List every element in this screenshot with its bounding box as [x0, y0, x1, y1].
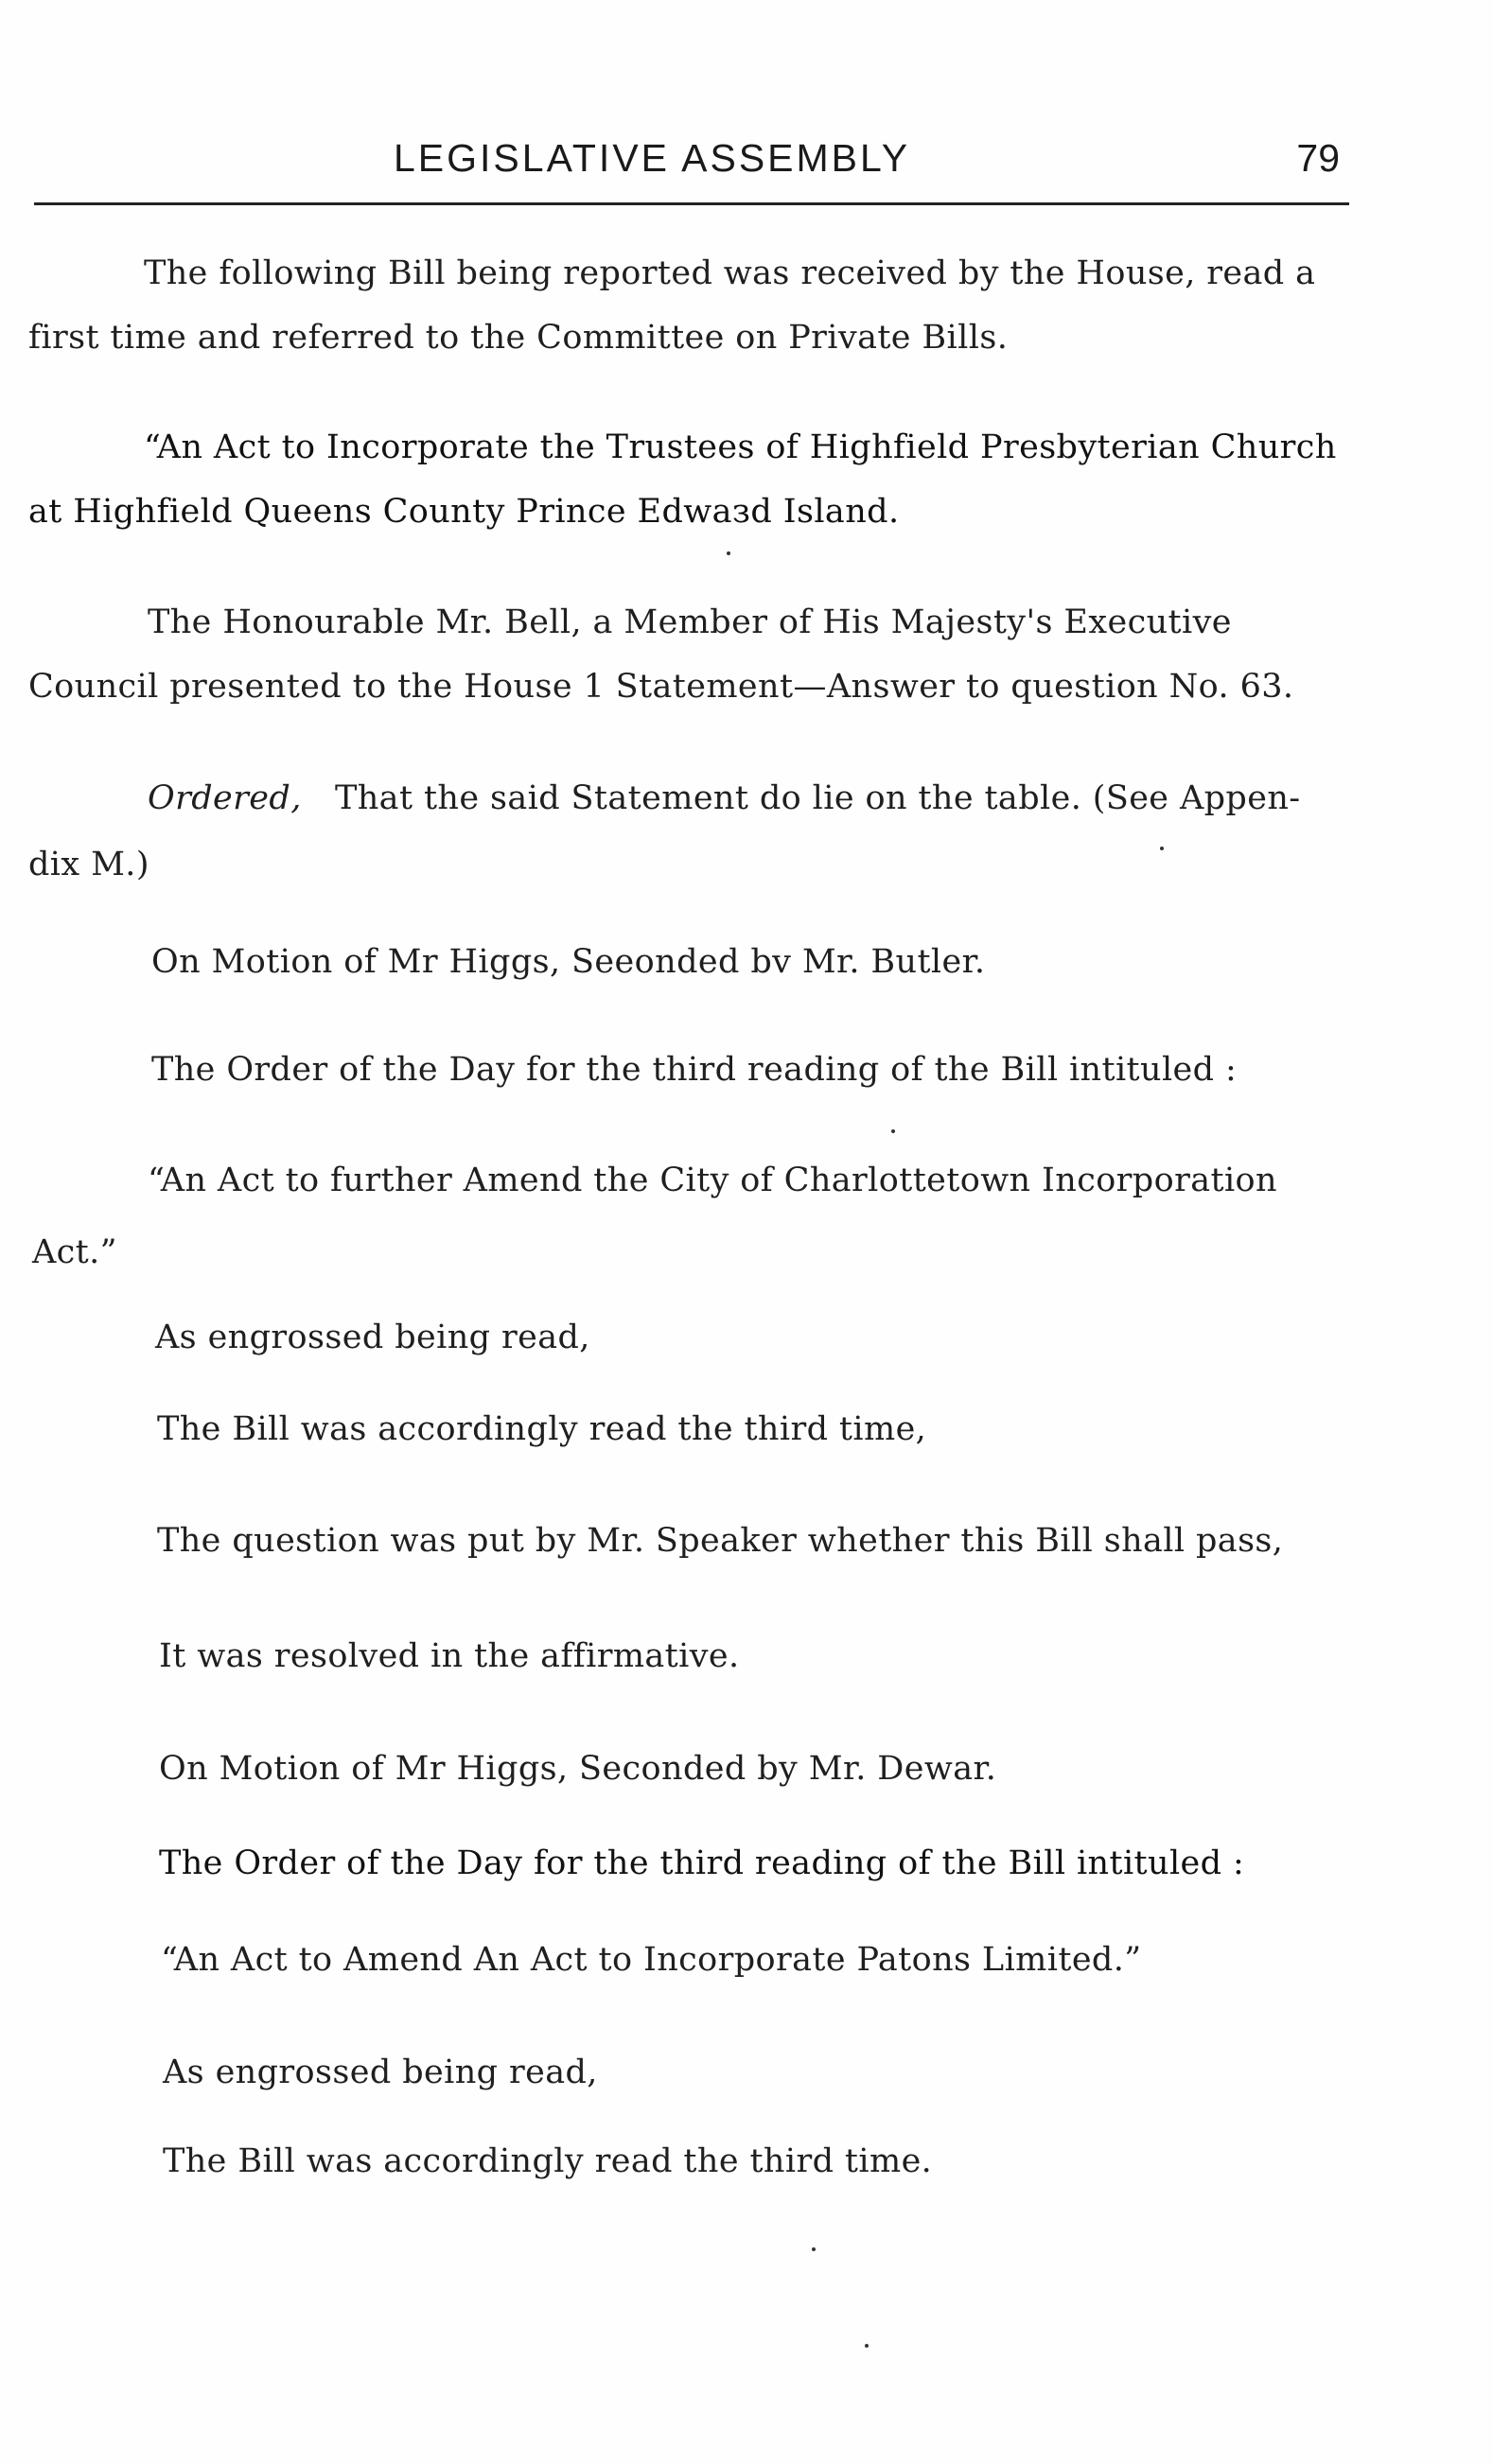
scan-speck: [891, 1129, 895, 1133]
paragraph-line: Act.”: [32, 1233, 117, 1271]
paragraph-line: at Highfield Queens County Prince Edwaзd Island.: [28, 493, 900, 531]
paragraph-line: “An Act to Amend An Act to Incorporate Patons Limited.”: [161, 1941, 1142, 1979]
paragraph-line: The Order of the Day for the third reading of the Bill intituled :: [159, 1844, 1245, 1882]
running-head-title: LEGISLATIVE ASSEMBLY: [394, 136, 911, 180]
paragraph-line: It was resolved in the affirmative.: [159, 1637, 740, 1675]
paragraph-line: The Bill was accordingly read the third time.: [163, 2142, 933, 2180]
page-number: 79: [1296, 136, 1340, 180]
paragraph-line: As engrossed being read,: [155, 1319, 590, 1356]
paragraph-line: On Motion of Mr Higgs, Seconded by Mr. Dewar.: [159, 1750, 997, 1788]
ordered-label: Ordered,: [148, 779, 302, 817]
paragraph-line: As engrossed being read,: [163, 2053, 598, 2091]
paragraph-line: That the said Statement do lie on the table. (See Appen-: [335, 779, 1301, 817]
paragraph-line: The question was put by Mr. Speaker whether this Bill shall pass,: [157, 1522, 1284, 1560]
paragraph-line: “An Act to further Amend the City of Charlottetown Incorporation: [148, 1162, 1277, 1199]
paragraph-line: “An Act to Incorporate the Trustees of Highfield Presbyterian Church: [144, 428, 1337, 466]
paragraph-line: dix M.): [28, 846, 149, 883]
page-header: [34, 123, 1349, 208]
paragraph-line: The Order of the Day for the third reading of the Bill intituled :: [151, 1051, 1238, 1089]
scan-speck: [865, 2344, 869, 2348]
scan-speck: [812, 2247, 816, 2251]
paragraph-line: On Motion of Mr Higgs, Seeonded bv Mr. Butler.: [151, 943, 986, 981]
paragraph-line: The Bill was accordingly read the third time,: [157, 1410, 927, 1448]
scan-speck: [1160, 847, 1164, 850]
paragraph-line: first time and referred to the Committee on Private Bills.: [28, 319, 1009, 357]
paragraph-line: Council presented to the House 1 Statement—Answer to question No. 63.: [28, 668, 1294, 706]
header-rule: [34, 202, 1349, 205]
paragraph-line: The following Bill being reported was received by the House, read a: [144, 254, 1316, 292]
scan-speck: [727, 551, 730, 555]
paragraph-line: The Honourable Mr. Bell, a Member of His Majesty's Executive: [148, 603, 1232, 641]
